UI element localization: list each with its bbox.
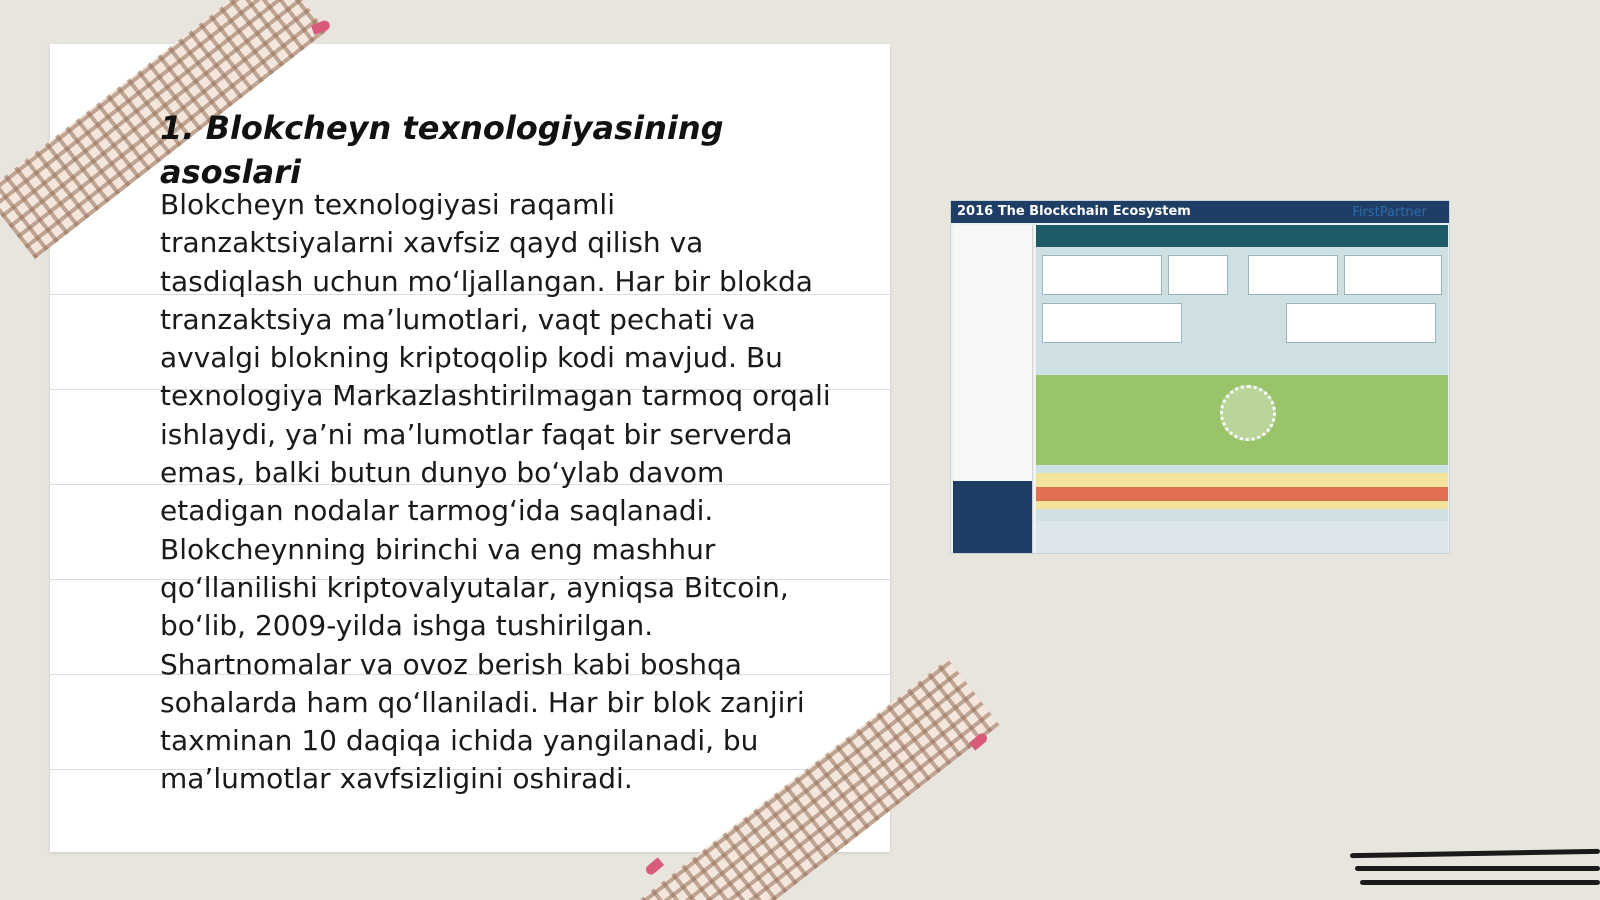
image-node-circle [1220,385,1276,441]
decorative-stripe [1355,866,1600,871]
decorative-stripe [1350,849,1600,858]
blockchain-ecosystem-image [950,200,1450,554]
image-block [1168,255,1228,295]
tape-tip [644,857,664,876]
image-bottom-band [1036,521,1448,553]
image-block [1344,255,1442,295]
slide-title: 1. Blokcheyn texnologiyasining asoslari [160,109,724,191]
image-block [1042,303,1182,343]
slide-body-text: Blokcheyn texnologiyasi raqamli tranzaktsiyalarni xavfsiz qayd qilish va tasdiqlash uchun mo‘ljallangan. Har bir blokda tranzaktsiya ma’lumotlari, vaqt pechati va avvalgi blokning kriptoqolip kodi mavjud. Bu texnologiya Markazlashtirilmagan tarmoq orqali ishlaydi, ya’ni ma’lumotlar faqat bir serverda emas, balki butun dunyo bo‘ylab davom etadigan nodalar tarmog‘ida saqlanadi. Blokcheynning birinchi va eng mashhur qo‘llanilishi kriptovalyutalar, ayniqsa Bitcoin, bo‘lib, 2009-yilda ishga tushirilgan. Shartnomalar va ovoz berish kabi boshqa sohalarda ham qo‘llaniladi. Har bir blok zanjiri taxminan 10 daqiqa ichida yangilanadi, bu ma’lumotlar xavfsizligini oshiradi. [160,188,831,796]
image-block [1042,255,1162,295]
image-sidebar [953,225,1033,553]
image-main-panel [1036,225,1448,553]
image-block [1286,303,1436,343]
image-category-row [1036,225,1448,247]
image-sidebar-footer [953,481,1032,553]
image-block [1248,255,1338,295]
image-header [951,201,1449,223]
image-red-band [1036,487,1448,501]
decorative-stripe [1360,880,1600,885]
image-title: 2016 The Blockchain Ecosystem [957,204,1191,219]
image-brand: FirstPartner [1352,205,1427,220]
